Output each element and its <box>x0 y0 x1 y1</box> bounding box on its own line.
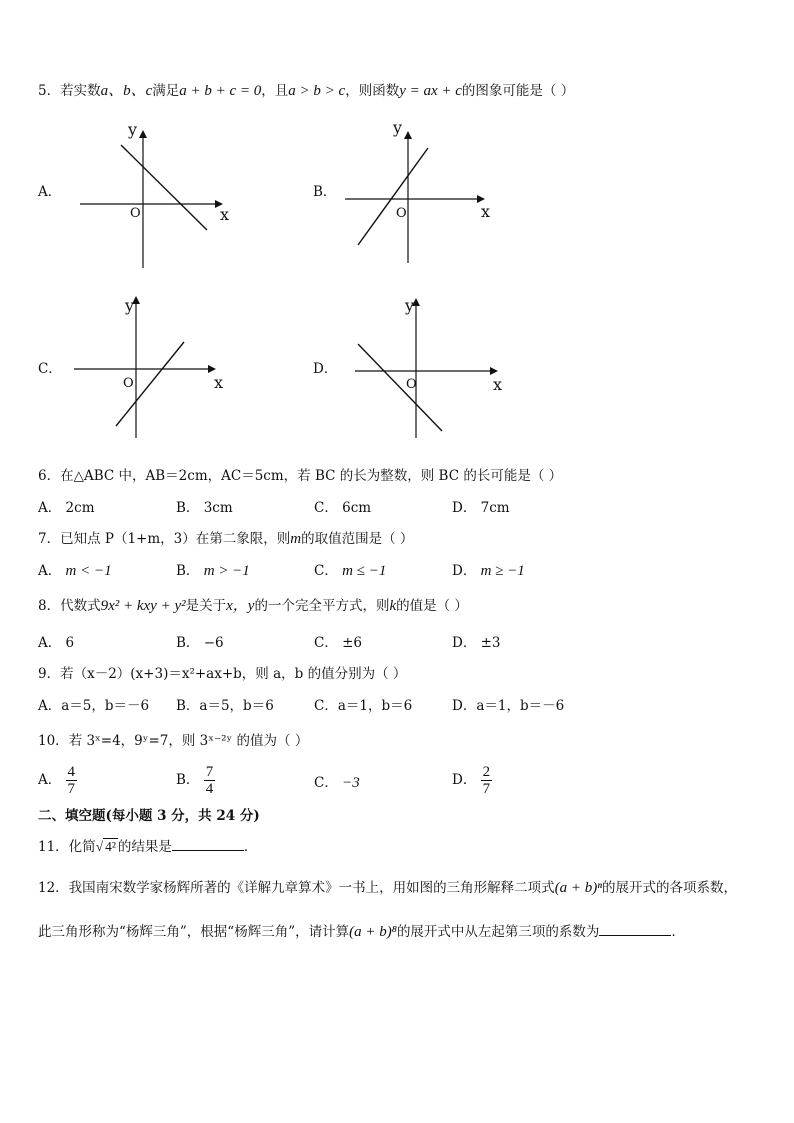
x-axis-label: x <box>481 202 491 221</box>
y-axis-arrow-icon <box>404 131 412 139</box>
q7-option-a-math: m < −1 <box>65 563 112 579</box>
q7-option-c-math: m ≤ −1 <box>342 563 387 579</box>
q5-option-c-label[interactable]: C． <box>38 361 62 377</box>
q9-option-a[interactable]: A．a＝5，b＝－6 <box>38 698 150 714</box>
q8-expression: 9x² + kxy + y² <box>100 598 186 614</box>
q12-line2-prefix: 此三角形称为“杨辉三角”，根据“杨辉三角”，请计算 <box>38 924 350 940</box>
q5-option-b-label[interactable]: B． <box>313 184 337 200</box>
q6-option-a[interactable]: A． 2cm <box>38 500 95 516</box>
q10-option-c-label: C． <box>314 775 338 791</box>
y-axis-arrow-icon <box>139 130 147 138</box>
question-9-stem: 9．若（x－2）(x+3)＝x²+ax+b，则 a，b 的值分别为（ ） <box>38 666 407 682</box>
numerator: 4 <box>67 764 76 780</box>
q5-inequality: a > b > c <box>288 83 346 99</box>
q12-line1-suffix: 的展开式的各项系数， <box>602 880 738 896</box>
q8-option-c[interactable]: C． ±6 <box>314 635 363 651</box>
graph-line <box>358 148 428 245</box>
q12-binomial: (a + b)ⁿ <box>554 880 603 896</box>
q5-function: y = ax + c <box>399 83 462 99</box>
q5-vars: a、b、c <box>100 83 153 99</box>
q7-var: m <box>290 531 302 547</box>
question-7-stem <box>38 530 413 548</box>
denominator: 7 <box>67 781 76 797</box>
q6-option-b[interactable]: B． 3cm <box>176 500 233 516</box>
q11-prefix: 11．化简 <box>38 839 96 855</box>
denominator: 7 <box>482 781 491 797</box>
q11-suffix: 的结果是 <box>117 839 172 855</box>
question-12-line-1 <box>38 879 737 897</box>
x-axis-arrow-icon <box>208 365 216 373</box>
q8-option-a[interactable]: A． 6 <box>38 635 75 651</box>
fraction <box>204 764 216 797</box>
q7-text: 7．已知点 P（1+m，3）在第二象限，则 <box>38 531 291 547</box>
q5-option-a-label[interactable]: A． <box>38 184 62 200</box>
q10-option-d[interactable] <box>452 764 492 797</box>
q10-option-b-label: B． <box>176 772 200 788</box>
graph-line <box>358 344 442 431</box>
q5-mid1: 满足 <box>152 83 180 99</box>
q11-end: ． <box>243 839 258 855</box>
q5-option-d-label[interactable]: D． <box>313 361 338 377</box>
q7-option-c[interactable] <box>314 562 386 580</box>
q9-option-d[interactable]: D．a＝1，b＝－6 <box>452 698 565 714</box>
q9-option-b[interactable]: B．a＝5，b＝6 <box>176 698 274 714</box>
radicand: 4² <box>105 839 116 854</box>
q8-option-d[interactable]: D． ±3 <box>452 635 501 651</box>
q7-option-c-label: C． <box>314 563 338 579</box>
q8-vars: x，y <box>226 598 255 614</box>
q7-option-d-label: D． <box>452 563 477 579</box>
origin-label: O <box>406 377 417 392</box>
q8-mid2: 的一个完全平方式，则 <box>254 598 390 614</box>
q8-var: k <box>389 598 397 614</box>
section-2-title: 二、填空题(每小题 3 分，共 24 分) <box>38 808 260 824</box>
q5-mid2: ，且 <box>261 83 289 99</box>
q5-option-c-graph[interactable] <box>70 290 230 440</box>
q7-option-d-math: m ≥ −1 <box>480 563 525 579</box>
x-axis-label: x <box>493 375 503 394</box>
answer-blank[interactable] <box>172 836 244 851</box>
q5-option-b-graph[interactable] <box>340 115 500 265</box>
q5-option-d-graph[interactable] <box>350 290 510 440</box>
q5-equation: a + b + c = 0 <box>179 83 262 99</box>
question-8-stem <box>38 597 468 615</box>
fraction <box>481 764 493 797</box>
q6-option-d[interactable]: D． 7cm <box>452 500 510 516</box>
q10-option-b[interactable] <box>176 764 215 797</box>
q10-option-c[interactable] <box>314 774 360 792</box>
q9-option-c[interactable]: C．a＝1，b＝6 <box>314 698 413 714</box>
q5-mid3: ，则函数 <box>345 83 400 99</box>
q5-prefix: 5．若实数 <box>38 83 101 99</box>
q10-option-c-value: −3 <box>342 775 360 791</box>
question-6-stem: 6．在△ABC 中，AB＝2cm，AC＝5cm，若 BC 的长为整数，则 BC 的长可能是（ ） <box>38 468 563 484</box>
q5-suffix: 的图象可能是（ ） <box>461 83 575 99</box>
question-12-line-2 <box>38 921 685 941</box>
y-axis-label: y <box>393 118 403 137</box>
q8-mid: 是关于 <box>185 598 227 614</box>
q7-option-b-label: B． <box>176 563 200 579</box>
y-axis-label: y <box>405 296 415 315</box>
q12-line2-suffix: 的展开式中从左起第三项的系数为 <box>396 924 600 940</box>
x-axis-arrow-icon <box>490 367 498 375</box>
q5-option-a-graph[interactable] <box>75 120 235 270</box>
origin-label: O <box>130 206 141 221</box>
q8-option-b[interactable]: B． −6 <box>176 635 224 651</box>
x-axis-label: x <box>220 205 230 224</box>
question-5-stem <box>38 82 574 100</box>
denominator: 4 <box>205 781 214 797</box>
q12-binomial-8: (a + b)⁸ <box>349 924 397 940</box>
q10-option-a-label: A． <box>38 772 62 788</box>
q7-option-a[interactable] <box>38 562 112 580</box>
question-10-stem: 10．若 3ˣ=4，9ʸ=7，则 3ˣ⁻²ʸ 的值为（ ） <box>38 733 309 749</box>
answer-blank[interactable] <box>599 921 671 936</box>
numerator: 2 <box>482 764 491 780</box>
q8-suffix: 的值是（ ） <box>396 598 468 614</box>
q12-line1-prefix: 12．我国南宋数学家杨辉所著的《详解九章算术》一书上，用如图的三角形解释二项式 <box>38 880 555 896</box>
q7-option-b[interactable] <box>176 562 250 580</box>
q7-option-a-label: A． <box>38 563 62 579</box>
y-axis-label: y <box>128 120 138 139</box>
question-11-stem <box>38 836 257 856</box>
q7-option-b-math: m > −1 <box>203 563 250 579</box>
q12-end: ． <box>671 924 685 940</box>
q6-option-c[interactable]: C． 6cm <box>314 500 372 516</box>
square-root: √ 4² <box>95 839 116 854</box>
y-axis-label: y <box>125 296 135 315</box>
origin-label: O <box>123 376 134 391</box>
numerator: 7 <box>205 764 214 780</box>
q10-option-a[interactable] <box>38 764 77 797</box>
q10-option-d-label: D． <box>452 772 477 788</box>
q8-prefix: 8．代数式 <box>38 598 101 614</box>
fraction <box>66 764 78 797</box>
origin-label: O <box>396 206 407 221</box>
x-axis-label: x <box>214 373 224 392</box>
q7-option-d[interactable] <box>452 562 525 580</box>
q7-suffix: 的取值范围是（ ） <box>301 531 414 547</box>
